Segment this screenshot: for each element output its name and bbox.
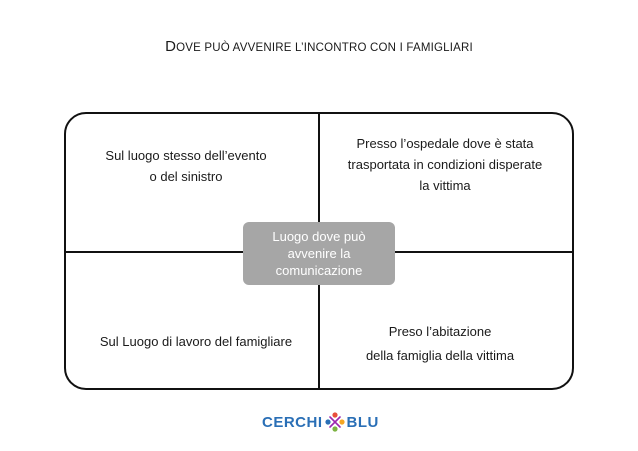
quadrant-text-line: Sul Luogo di lavoro del famigliare (99, 334, 293, 349)
center-text-line: Luogo dove può (272, 229, 366, 244)
logo-text-left: CERCHI (262, 413, 323, 431)
center-text-line: comunicazione (275, 263, 363, 278)
quadrant-top-right (330, 133, 560, 196)
title-rest: OVE PUÒ AVVENIRE L’INCONTRO CON I FAMIGLIARI (176, 42, 473, 54)
logo-text-right: BLU (346, 413, 379, 431)
quadrant-text-line: o del sinistro (149, 169, 223, 184)
quadrant-text-line: Preso l’abitazione (388, 324, 492, 339)
quadrant-text-line: Sul luogo stesso dell’evento (105, 148, 267, 163)
quadrant-text-line: Presso l’ospedale dove è stata (356, 136, 534, 151)
quadrant-text-line: la vittima (419, 178, 471, 193)
center-label-box (243, 222, 395, 285)
quadrant-top-left (86, 145, 286, 187)
quadrant-bottom-left (86, 331, 306, 352)
quadrant-text-line: trasportata in condizioni disperate (347, 157, 543, 172)
center-text-line: avvenire la (287, 246, 351, 261)
quadrant-bottom-right (340, 320, 540, 368)
colored-people-circle-icon (324, 411, 346, 433)
slide-title (0, 38, 638, 55)
title-initial: D (165, 38, 177, 55)
cerchi-blu-logo (262, 410, 379, 434)
quadrant-text-line: della famiglia della vittima (365, 348, 515, 363)
